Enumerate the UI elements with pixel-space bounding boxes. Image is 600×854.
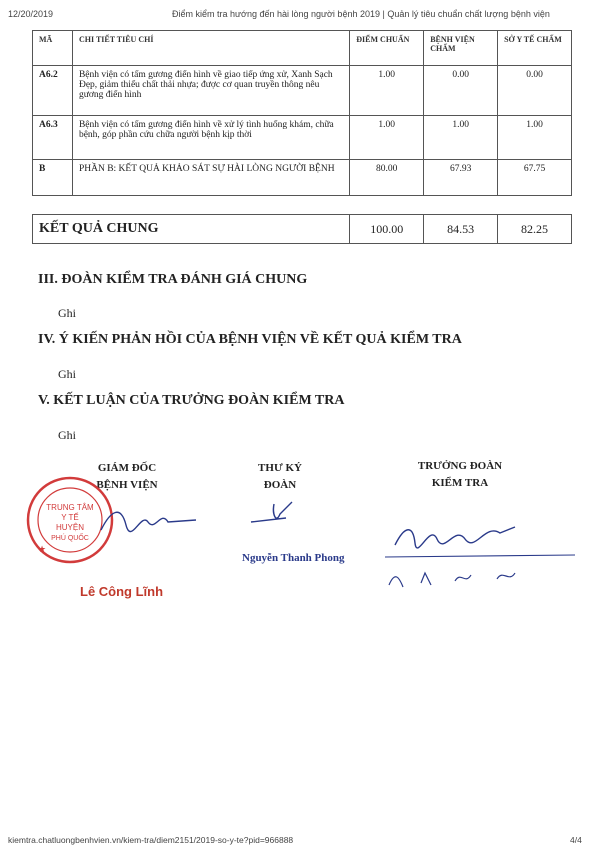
secretary-signature — [246, 494, 306, 534]
page-title: Điểm kiểm tra hướng đến hài lòng người bệnh 2019 | Quản lý tiêu chuẩn chất lượng bệnh viện — [172, 9, 550, 19]
section-4-note: Ghi — [58, 367, 76, 381]
director-title: GIÁM ĐỐC BỆNH VIỆN — [96, 462, 158, 491]
row-standard: 80.00 — [350, 160, 424, 196]
section-4-title: IV. Ý KIẾN PHẢN HỒI CỦA BỆNH VIỆN VỀ KẾT QUẢ KIỂM TRA — [38, 332, 462, 347]
table-row — [33, 160, 572, 196]
section-5-title: V. KẾT LUẬN CỦA TRƯỞNG ĐOÀN KIỂM TRA — [38, 393, 345, 408]
svg-text:★: ★ — [38, 544, 47, 554]
column-header-standard: ĐIỂM CHUẨN — [350, 31, 424, 66]
section-3-note: Ghi — [58, 306, 76, 320]
secretary-title: THƯ KÝ ĐOÀN — [258, 462, 302, 491]
svg-text:TRUNG TÂM: TRUNG TÂM — [46, 503, 94, 512]
row-standard: 1.00 — [350, 116, 424, 160]
page-number: 4/4 — [570, 835, 582, 845]
column-header-dept: SỞ Y TẾ CHẤM — [498, 31, 572, 66]
overall-label: KẾT QUẢ CHUNG — [33, 215, 350, 244]
row-hospital: 1.00 — [424, 116, 498, 160]
column-header-code: MÃ — [33, 31, 73, 66]
section-3-title: III. ĐOÀN KIỂM TRA ĐÁNH GIÁ CHUNG — [38, 272, 308, 287]
overall-row — [33, 215, 572, 244]
secretary-name: Nguyễn Thanh Phong — [242, 552, 345, 564]
row-code: B — [33, 160, 73, 196]
svg-text:PHÚ QUỐC: PHÚ QUỐC — [51, 535, 89, 542]
svg-text:HUYỆN: HUYỆN — [55, 523, 85, 532]
director-signature — [96, 500, 206, 540]
director-name: Lê Công Lĩnh — [80, 584, 164, 599]
table-row — [33, 116, 572, 160]
overall-hospital: 84.53 — [424, 215, 498, 244]
overall-dept: 82.25 — [498, 215, 572, 244]
table-row — [33, 66, 572, 116]
row-hospital: 67.93 — [424, 160, 498, 196]
row-standard: 1.00 — [350, 66, 424, 116]
row-dept: 0.00 — [498, 66, 572, 116]
row-dept: 1.00 — [498, 116, 572, 160]
overall-result-table — [32, 214, 572, 244]
row-code: A6.2 — [33, 66, 73, 116]
row-code: A6.3 — [33, 116, 73, 160]
column-header-hospital: BỆNH VIỆN CHẤM — [424, 31, 498, 66]
row-dept: 67.75 — [498, 160, 572, 196]
head-title: TRƯỞNG ĐOÀN KIỂM TRA — [417, 460, 503, 489]
print-date: 12/20/2019 — [8, 9, 54, 19]
head-signature — [385, 505, 585, 595]
footer-url: kiemtra.chatluongbenhvien.vn/kiem-tra/diem2151/2019-so-y-te?pid=966888 — [8, 835, 294, 845]
row-hospital: 0.00 — [424, 66, 498, 116]
table-header-row — [33, 31, 572, 66]
row-detail: PHẦN B: KẾT QUẢ KHẢO SÁT SỰ HÀI LÒNG NGƯỜI BỆNH — [72, 160, 349, 196]
svg-text:Y TẾ: Y TẾ — [61, 513, 79, 522]
section-5-note: Ghi — [58, 428, 76, 442]
row-detail: Bệnh viện có tấm gương điển hình về giao tiếp ứng xử, Xanh Sạch Đẹp, giảm thiểu chất thải nhựa; được cơ quan truyền thông nêu gương điển hình — [72, 66, 349, 116]
column-header-detail: CHI TIẾT TIÊU CHÍ — [72, 31, 349, 66]
criteria-table — [32, 30, 572, 196]
row-detail: Bệnh viện có tấm gương điển hình về xử lý tình huống khám, chữa bệnh, góp phần cứu chữa người bệnh kịp thời — [72, 116, 349, 160]
overall-standard: 100.00 — [350, 215, 424, 244]
